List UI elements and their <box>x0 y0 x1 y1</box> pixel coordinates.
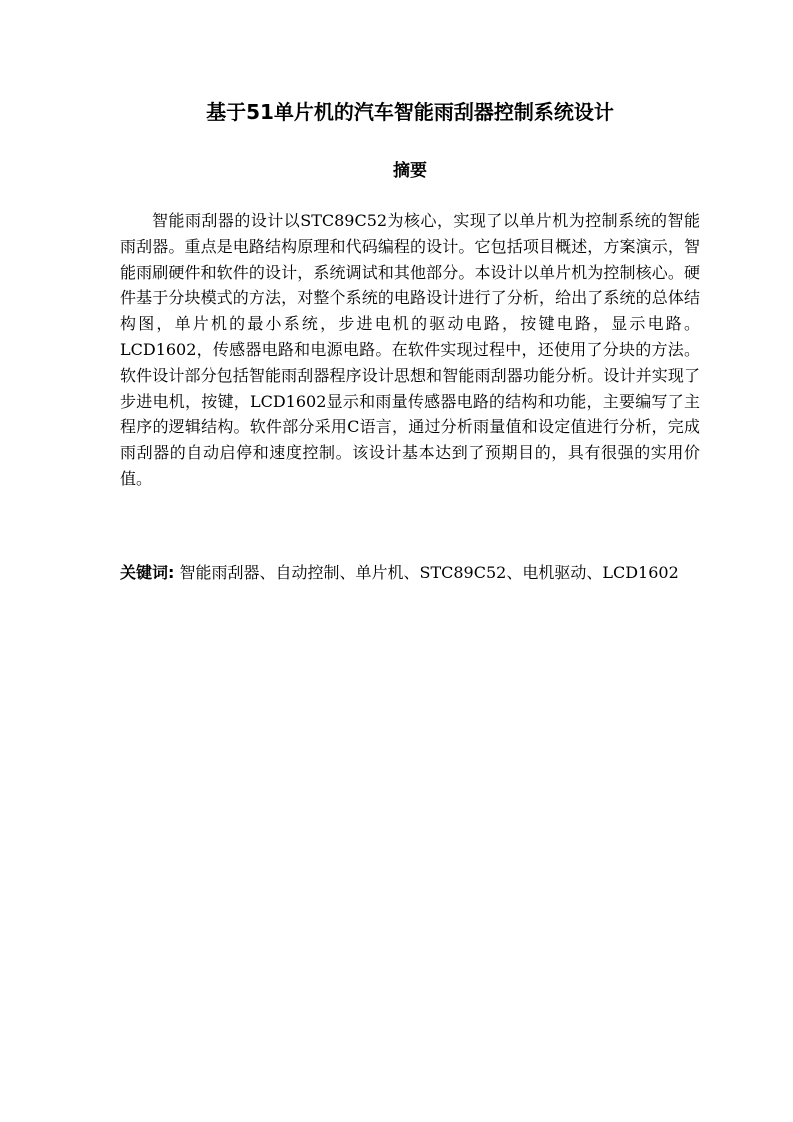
keywords-line <box>120 560 720 586</box>
abstract-body: 智能雨刮器的设计以STC89C52为核心，实现了以单片机为控制系统的智能雨刮器。重点是电路结构原理和代码编程的设计。它包括项目概述，方案演示，智能雨刷硬件和软件的设计，系统调试和其他部分。本设计以单片机为控制核心。硬件基于分块模式的方法，对整个系统的电路设计进行了分析，给出了系统的总体结构图，单片机的最小系统，步进电机的驱动电路，按键电路，显示电路。LCD1602，传感器电路和电源电路。在软件实现过程中，还使用了分块的方法。软件设计部分包括智能雨刮器程序设计思想和智能雨刮器功能分析。设计并实现了步进电机，按键，LCD1602显示和雨量传感器电路的结构和功能，主要编写了主程序的逻辑结构。软件部分采用C语言，通过分析雨量值和设定值进行分析，完成雨刮器的自动启停和速度控制。该设计基本达到了预期目的，具有很强的实用价值。 <box>120 211 700 488</box>
document-title: 基于51单片机的汽车智能雨刮器控制系统设计 <box>206 100 614 124</box>
keywords-label: 关键词: <box>120 563 175 582</box>
abstract-heading: 摘要 <box>393 161 427 181</box>
keywords-text: 智能雨刮器、自动控制、单片机、STC89C52、电机驱动、LCD1602 <box>179 563 679 582</box>
